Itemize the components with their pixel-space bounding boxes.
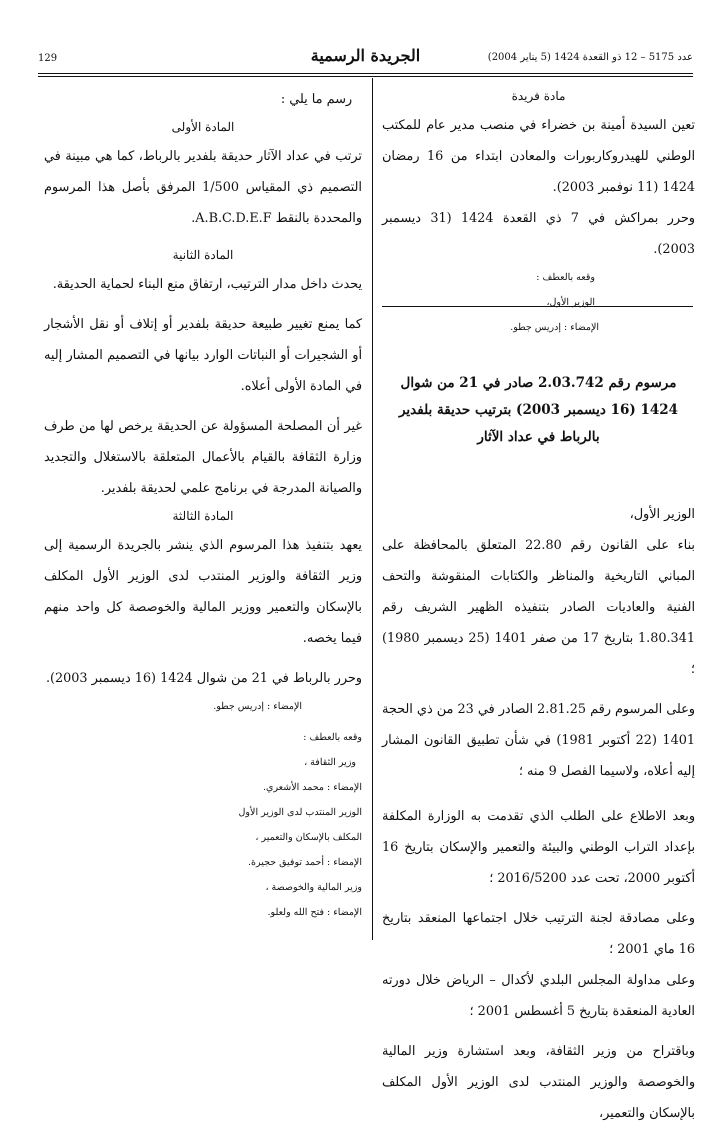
left-column <box>44 84 362 925</box>
recital-2: وعلى المرسوم رقم 2.81.25 الصادر في 23 من ذي الحجة 1401 (22 أكتوبر 1981) في شأن تطبيق القانون المشار إليه أعلاه، ولاسيما الفصل 9 منه ؛ <box>382 702 695 779</box>
done-at-left: وحرر بالرباط في 21 من شوال 1424 (16 ديسمبر 2003). <box>45 671 362 686</box>
minister-culture: وزير الثقافة ، <box>304 757 356 768</box>
header-rule <box>38 73 693 74</box>
article-2-title: المادة الثانية <box>172 248 234 262</box>
signature-pm: الإمضاء : إدريس جطو. <box>510 322 599 333</box>
article-2-para-3: غير أن المصلحة المسؤولة عن الحديقة يرخص لها من طرف وزارة الثقافة بالقيام بالأعمال المتعلقة بالاستغلال والتجديد والصيانة المدرجة في برنامج علمي لحديقة بلفدير. <box>44 419 362 496</box>
signature-pm-left: الإمضاء : إدريس جطو. <box>213 701 302 712</box>
column-divider <box>372 78 373 940</box>
decree-opening: الوزير الأول، <box>629 507 695 522</box>
minister-finance: وزير المالية والخوصصة ، <box>265 882 362 893</box>
article-title: مادة فريدة <box>511 89 566 103</box>
decree-title: مرسوم رقم 2.03.742 صادر في 21 من شوال 1424 (16 ديسمبر 2003) بترتيب حديقة بلفدير بالرباط في عداد الآثار <box>398 375 679 445</box>
signature-culture: الإمضاء : محمد الأشعري. <box>262 782 362 793</box>
minister-housing-1: الوزير المنتدب لدى الوزير الأول <box>238 807 362 818</box>
signature-finance: الإمضاء : فتح الله ولعلو. <box>267 907 362 918</box>
issue-info: عدد 5175 – 12 ذو القعدة 1424 (5 يناير 2004) <box>487 52 693 63</box>
minister-housing-2: المكلف بالإسكان والتعمير ، <box>255 832 362 843</box>
article-1-title: المادة الأولى <box>171 120 235 134</box>
decrees-heading: رسم ما يلي : <box>280 92 352 107</box>
signature-housing: الإمضاء : أحمد توفيق حجيرة. <box>247 857 362 868</box>
countersigned-label: وقعه بالعطف : <box>536 272 595 283</box>
recital-5: وعلى مداولة المجلس البلدي لأكدال – الرياض خلال دورته العادية المنعقدة بتاريخ 5 أغسطس 2001 ؛ <box>382 973 695 1019</box>
prime-minister-label: الوزير الأول، <box>546 297 595 308</box>
countersigned-left: وقعه بالعطف : <box>303 732 362 743</box>
recital-6: وباقتراح من وزير الثقافة، وبعد استشارة وزير المالية والخوصصة والوزير المنتدب لدى الوزير الأول المكلف بالإسكان والتعمير، <box>382 1044 695 1121</box>
done-at: وحرر بمراكش في 7 ذي القعدة 1424 (31 ديسمبر 2003). <box>382 211 695 257</box>
article-2-para-1: يحدث داخل مدار الترتيب، ارتفاق منع البناء لحماية الحديقة. <box>52 277 362 292</box>
article-1-text: ترتب في عداد الآثار حديقة بلفدير بالرباط، كما هي مبينة في التصميم ذي المقياس 1/500 المرفق بأصل هذا المرسوم والمحددة بالنقط A.B.C.D.E.F. <box>44 149 362 226</box>
recital-4: وعلى مصادقة لجنة الترتيب خلال اجتماعها المنعقد بتاريخ 16 ماي 2001 ؛ <box>382 911 695 957</box>
recital-1: بناء على القانون رقم 22.80 المتعلق بالمحافظة على المباني التاريخية والمناظر والكتابات المنقوشة والتحف الفنية والعاديات الصادر بتنفيذه الظهير الشريف رقم 1.80.341 بتاريخ 17 من صفر 1401 (25 ديسمبر 1980) ؛ <box>382 538 695 677</box>
article-2-para-2: كما يمنع تغيير طبيعة حديقة بلفدير أو إتلاف أو نقل الأشجار أو الشجيرات أو النباتات الوارد بيانها في التصميم المشار إليه في المادة الأولى أعلاه. <box>44 317 362 394</box>
header-rule-thin <box>38 76 693 77</box>
recital-3: وبعد الاطلاع على الطلب الذي تقدمت به الوزارة المكلفة بإعداد التراب الوطني والبيئة والتعمير والإسكان بتاريخ 16 أكتوبر 2000، تحت عدد 2016/5200 ؛ <box>382 809 695 886</box>
article-3-text: يعهد بتنفيذ هذا المرسوم الذي ينشر بالجريدة الرسمية إلى وزير الثقافة والوزير المنتدب لدى الوزير الأول المكلف بالإسكان والتعمير ووزير المالية والخوصصة كل واحد منهم فيما يخصه. <box>44 538 362 646</box>
article-3-title: المادة الثالثة <box>172 509 234 523</box>
right-column <box>382 84 695 1129</box>
journal-title: الجريدة الرسمية <box>310 46 421 65</box>
page-header <box>38 44 693 74</box>
article-text: تعين السيدة أمينة بن خضراء في منصب مدير عام للمكتب الوطني للهيدروكاربورات والمعادن ابتداء من 16 رمضان 1424 (11 نوفمبر 2003). <box>382 118 695 195</box>
page-number: 129 <box>38 53 58 64</box>
